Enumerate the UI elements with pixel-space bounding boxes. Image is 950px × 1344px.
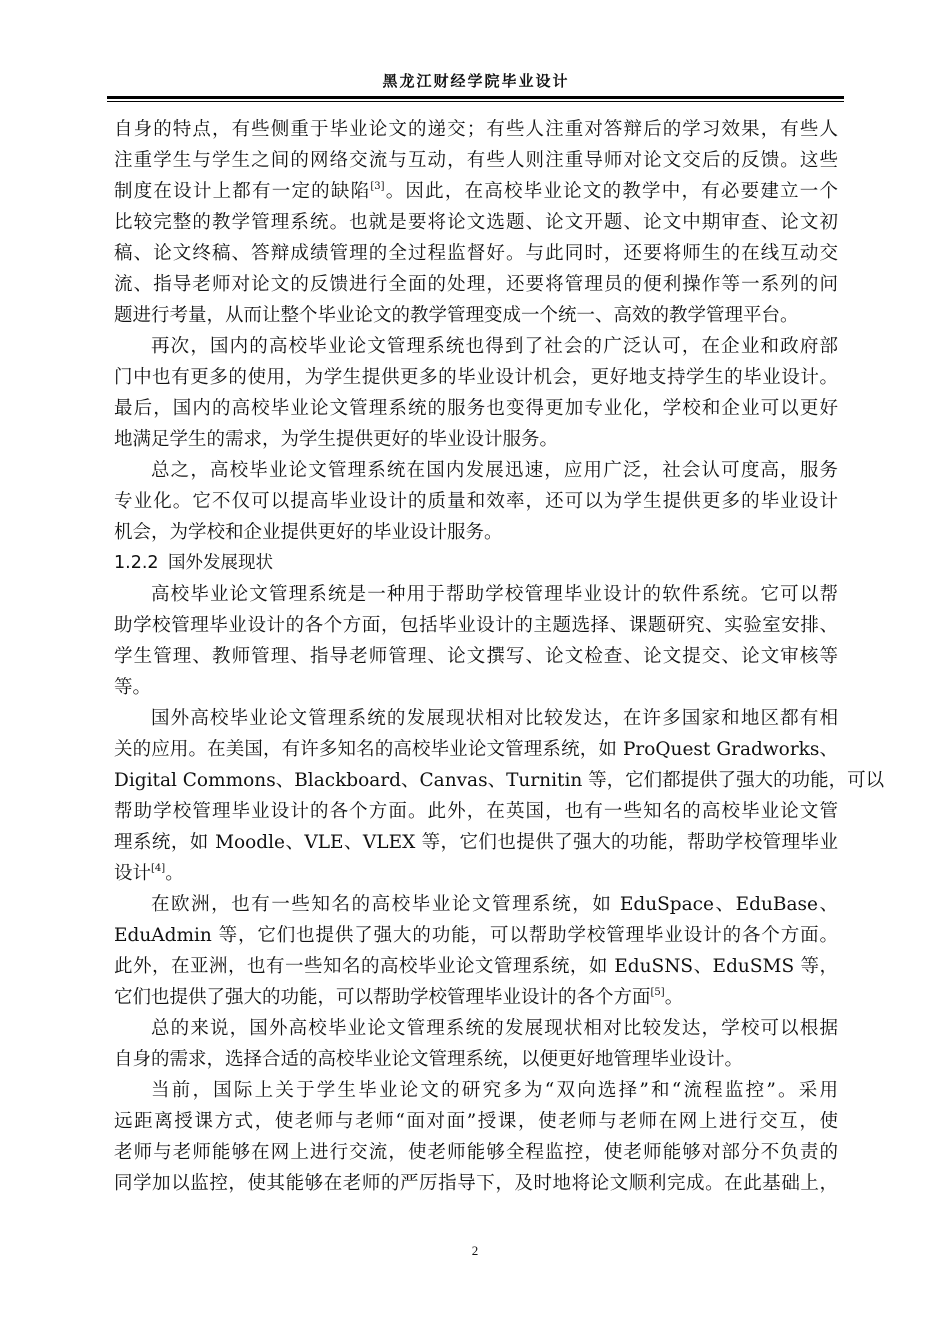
- citation-ref: [5]: [650, 987, 665, 998]
- text-line: [114, 331, 838, 362]
- text-line: [114, 486, 838, 517]
- section-heading: [114, 548, 838, 579]
- line-text: 国外发展现状: [168, 553, 273, 573]
- line-text: 再次，国内的高校毕业论文管理系统也得到了社会的广泛认可，在企业和政府部: [151, 336, 838, 357]
- line-text: 门中也有更多的使用，为学生提供更多的毕业设计机会，更好地支持学生的毕业设计。: [114, 367, 838, 388]
- line-text: 关的应用。在美国，有许多知名的高校毕业论文管理系统，如 ProQuest Gradworks、: [114, 739, 838, 760]
- document-body: [114, 114, 885, 1199]
- text-line: [114, 455, 838, 486]
- section-number: 1.2.2: [114, 553, 159, 573]
- line-text-tail: 。: [165, 863, 184, 884]
- text-line: [114, 827, 838, 858]
- text-line: [114, 889, 838, 920]
- text-line: [114, 703, 838, 734]
- line-text: 帮助学校管理毕业设计的各个方面。此外，在英国，也有一些知名的高校毕业论文管: [114, 801, 838, 822]
- header-rule-thin: [107, 101, 844, 102]
- text-line: [114, 207, 838, 238]
- text-line: [114, 579, 838, 610]
- line-text: 地满足学生的需求，为学生提供更好的毕业设计服务。: [114, 429, 559, 450]
- citation-ref: [3]: [370, 181, 385, 192]
- text-line: [114, 176, 838, 207]
- line-text: 总的来说，国外高校毕业论文管理系统的发展现状相对比较发达，学校可以根据: [151, 1018, 838, 1039]
- line-text: 注重学生与学生之间的网络交流与互动，有些人则注重导师对论文交后的反馈。这些: [114, 150, 838, 171]
- text-line: [114, 238, 838, 269]
- text-line: [114, 982, 838, 1013]
- text-line: [114, 393, 838, 424]
- text-line: [114, 1137, 838, 1168]
- line-text: 专业化。它不仅可以提高毕业设计的质量和效率，还可以为学生提供更多的毕业设计: [114, 491, 838, 512]
- line-text: 远距离授课方式，使老师与老师“面对面”授课，使老师与老师在网上进行交互，使: [114, 1111, 838, 1132]
- page-header-title: 黑龙江财经学院毕业设计: [382, 72, 570, 90]
- text-line: [114, 734, 838, 765]
- line-text: 自身的需求，选择合适的高校毕业论文管理系统，以便更好地管理毕业设计。: [114, 1049, 744, 1070]
- text-line: [114, 1013, 838, 1044]
- text-line: [114, 796, 838, 827]
- line-text: 在欧洲，也有一些知名的高校毕业论文管理系统，如 EduSpace、EduBase、: [151, 894, 838, 915]
- line-text: 老师与老师能够在网上进行交流，使老师能够全程监控，使老师能够对部分不负责的: [114, 1142, 838, 1163]
- line-text: 题进行考量，从而让整个毕业论文的教学管理变成一个统一、高效的教学管理平台。: [114, 305, 799, 326]
- header-rule-thick: [107, 96, 844, 99]
- line-text: 稿、论文终稿、答辩成绩管理的全过程监督好。与此同时，还要将师生的在线互动交: [114, 243, 838, 264]
- text-line: [114, 1075, 838, 1106]
- line-text: 此外，在亚洲，也有一些知名的高校毕业论文管理系统，如 EduSNS、EduSMS 等，: [114, 956, 838, 977]
- text-line: [114, 610, 838, 641]
- text-line: [114, 951, 838, 982]
- line-text-tail: 。: [664, 987, 684, 1008]
- line-text: 设计: [114, 863, 152, 884]
- text-line: [114, 641, 838, 672]
- line-text: 国外高校毕业论文管理系统的发展现状相对比较发达，在许多国家和地区都有相: [151, 708, 838, 729]
- text-line: [114, 920, 838, 951]
- text-line: [114, 517, 838, 548]
- line-text: 比较完整的教学管理系统。也就是要将论文选题、论文开题、论文中期审查、论文初: [114, 212, 838, 233]
- line-text: 制度在设计上都有一定的缺陷: [114, 181, 371, 202]
- line-text: 总之，高校毕业论文管理系统在国内发展迅速，应用广泛，社会认可度高，服务: [151, 460, 838, 481]
- text-line: [114, 145, 838, 176]
- text-line: [114, 424, 838, 455]
- line-text: 高校毕业论文管理系统是一种用于帮助学校管理毕业设计的软件系统。它可以帮: [151, 584, 838, 605]
- line-text: EduAdmin 等，它们也提供了强大的功能，可以帮助学校管理毕业设计的各个方面。: [114, 925, 838, 946]
- citation-ref: [4]: [151, 863, 166, 874]
- line-text: 最后，国内的高校毕业论文管理系统的服务也变得更加专业化，学校和企业可以更好: [114, 398, 838, 419]
- line-text-tail: 。因此，在高校毕业论文的教学中，有必要建立一个: [384, 181, 838, 202]
- line-text: 当前，国际上关于学生毕业论文的研究多为“双向选择”和“流程监控”。采用: [151, 1080, 838, 1101]
- text-line: [114, 269, 838, 300]
- line-text: 机会，为学校和企业提供更好的毕业设计服务。: [114, 522, 503, 543]
- line-text: 理系统，如 Moodle、VLE、VLEX 等，它们也提供了强大的功能，帮助学校管理毕业: [114, 832, 838, 853]
- line-text: Digital Commons、Blackboard、Canvas、Turnitin 等，它们都提供了强大的功能，可以: [114, 770, 885, 791]
- text-line: [114, 362, 838, 393]
- text-line: [114, 114, 838, 145]
- text-line: [114, 858, 838, 889]
- line-text: 自身的特点，有些侧重于毕业论文的递交；有些人注重对答辩后的学习效果，有些人: [114, 119, 838, 140]
- line-text: 学生管理、教师管理、指导老师管理、论文撰写、论文检查、论文提交、论文审核等: [114, 646, 838, 667]
- text-line: [114, 765, 885, 796]
- text-line: [114, 1106, 838, 1137]
- text-line: [114, 300, 838, 331]
- text-line: [114, 1044, 838, 1075]
- line-text: 助学校管理毕业设计的各个方面，包括毕业设计的主题选择、课题研究、实验室安排、: [114, 615, 838, 636]
- page-number: 2: [471, 1243, 479, 1258]
- line-text: 等。: [114, 677, 152, 698]
- text-line: [114, 1168, 838, 1199]
- line-text: 它们也提供了强大的功能，可以帮助学校管理毕业设计的各个方面: [114, 987, 651, 1008]
- line-text: 同学加以监控，使其能够在老师的严厉指导下，及时地将论文顺利完成。在此基础上，: [114, 1173, 838, 1194]
- text-line: [114, 672, 838, 703]
- line-text: 流、指导老师对论文的反馈进行全面的处理，还要将管理员的便利操作等一系列的问: [114, 274, 838, 295]
